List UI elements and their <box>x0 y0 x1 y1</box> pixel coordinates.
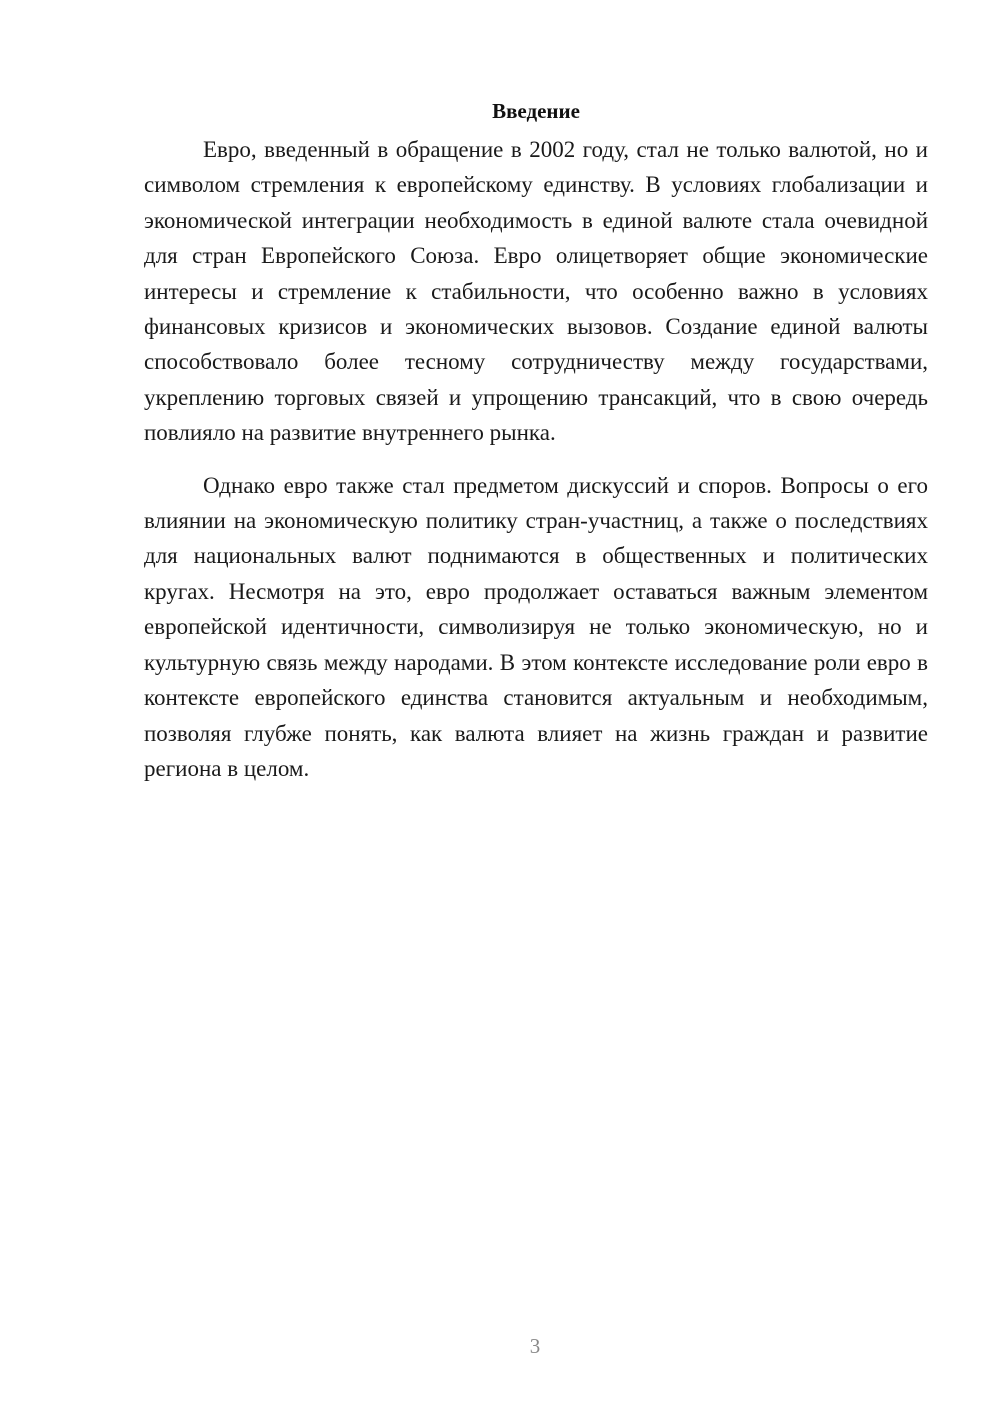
page-content <box>144 96 928 786</box>
paragraph-2: Однако евро также стал предметом дискуссий и споров. Вопросы о его влиянии на экономическую политику стран-участниц, а также о последствиях для национальных валют поднимаются в общественных и политических кругах. Несмотря на это, евро продолжает оставаться важным элементом европейской идентичности, символизируя не только экономическую, но и культурную связь между народами. В этом контексте исследование роли евро в контексте европейского единства становится актуальным и необходимым, позволяя глубже понять, как валюта влияет на жизнь граждан и развитие региона в целом. <box>144 472 928 781</box>
section-title: Введение <box>492 99 580 123</box>
page-number: 3 <box>529 1334 541 1358</box>
paragraph-1: Евро, введенный в обращение в 2002 году, стал не только валютой, но и символом стремления к европейскому единству. В условиях глобализации и экономической интеграции необходимость в единой валюте стала очевидной для стран Европейского Союза. Евро олицетворяет общие экономические интересы и стремление к стабильности, что особенно важно в условиях финансовых кризисов и экономических вызовов. Создание единой валюты способствовало более тесному сотрудничеству между государствами, укреплению торговых связей и упрощению трансакций, что в свою очередь повлияло на развитие внутреннего рынка. <box>144 137 928 446</box>
